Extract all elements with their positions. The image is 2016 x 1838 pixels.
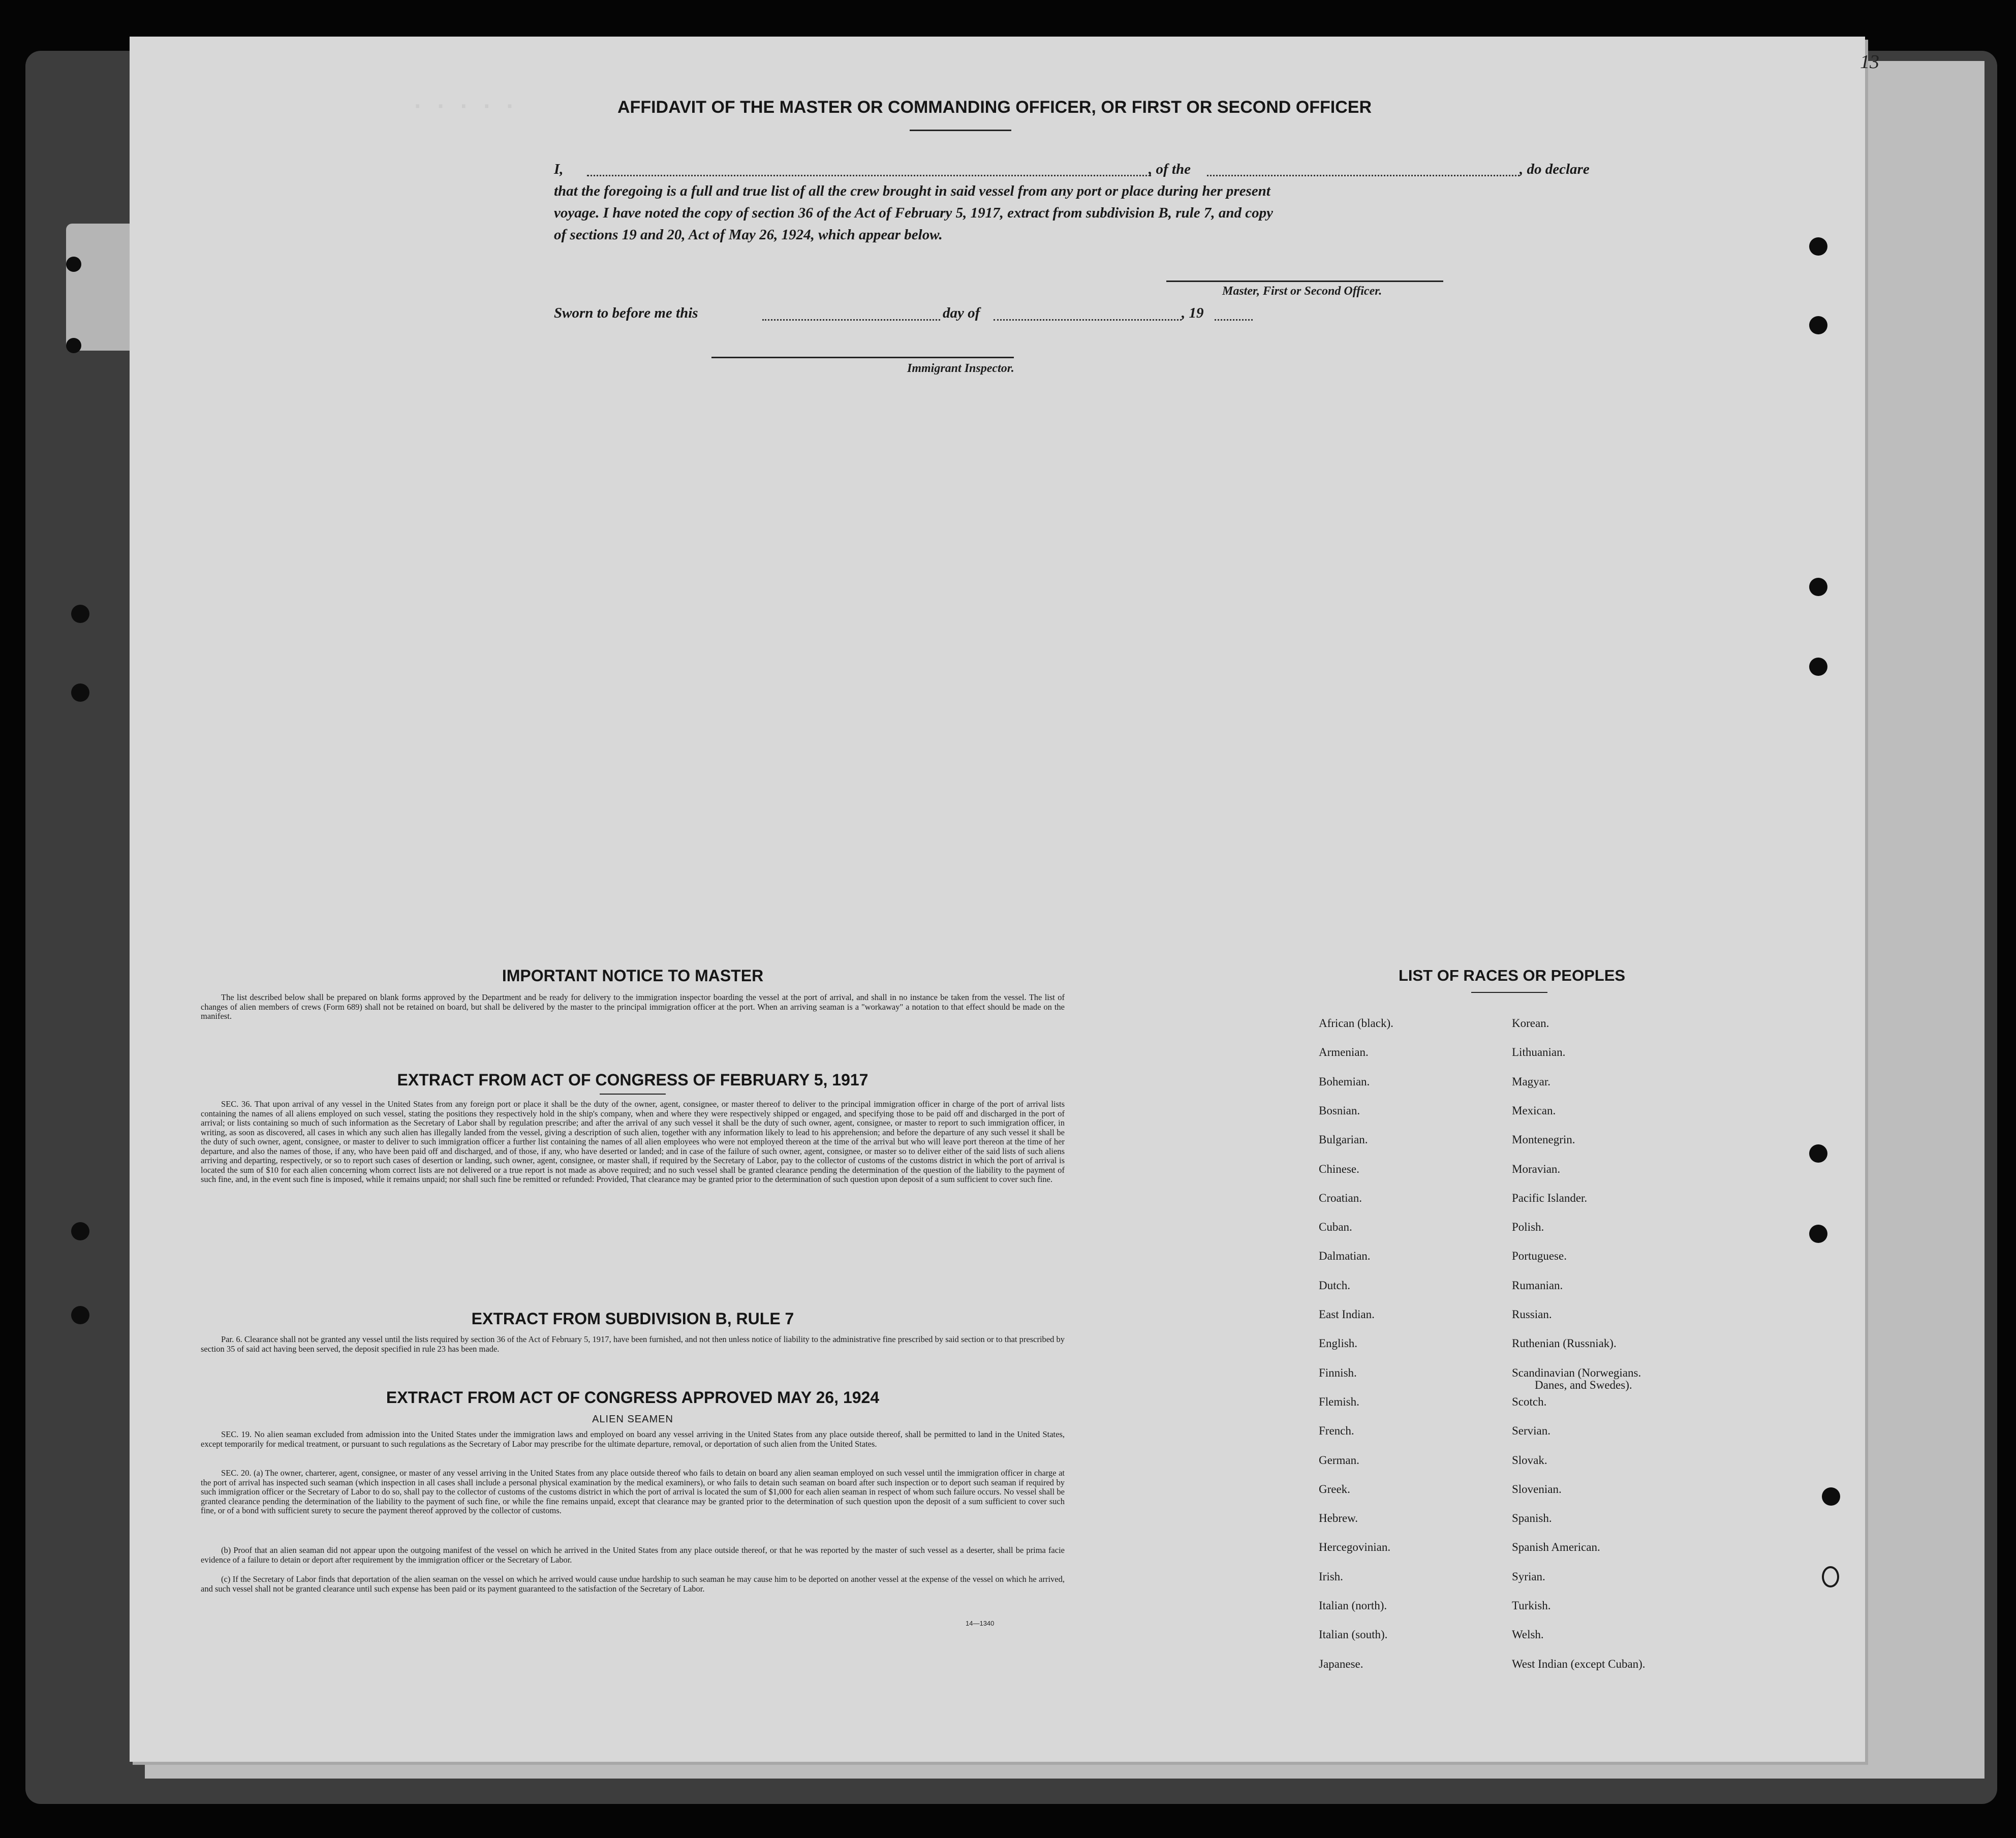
races-rule <box>1471 992 1547 993</box>
race-item: Italian (north). <box>1319 1599 1387 1612</box>
race-item: French. <box>1319 1424 1354 1438</box>
race-item: Croatian. <box>1319 1191 1362 1204</box>
affidavit-line-4: of sections 19 and 20, Act of May 26, 1924, which appear below. <box>554 227 943 243</box>
race-item: Slovak. <box>1512 1453 1547 1467</box>
race-item: Mexican. <box>1512 1104 1556 1117</box>
form-number: 14—1340 <box>966 1619 995 1627</box>
race-item: Dutch. <box>1319 1279 1350 1292</box>
race-item: African (black). <box>1319 1017 1393 1030</box>
affidavit-line-2: that the foregoing is a full and true list of all the crew brought in said vessel from any port or place during her present <box>554 183 1270 199</box>
punch-hole <box>1809 237 1827 256</box>
binder-hole <box>66 257 81 272</box>
binder-hole <box>71 683 89 702</box>
race-item: Scandinavian (Norwegians. <box>1512 1366 1641 1379</box>
punch-hole <box>1809 658 1827 676</box>
day-of-label: day of <box>943 305 980 321</box>
race-item: Spanish American. <box>1512 1541 1600 1554</box>
race-item: Russian. <box>1512 1308 1552 1321</box>
punch-hole <box>1822 1487 1840 1506</box>
race-item: German. <box>1319 1453 1359 1467</box>
race-item: Bulgarian. <box>1319 1133 1368 1146</box>
punch-hole <box>1809 1144 1827 1163</box>
race-item: Italian (south). <box>1319 1628 1388 1641</box>
binder-hole <box>71 605 89 623</box>
race-item: Rumanian. <box>1512 1279 1563 1292</box>
race-item: Flemish. <box>1319 1395 1359 1408</box>
year-label: , 19 <box>1182 305 1204 321</box>
race-item: Dalmatian. <box>1319 1250 1371 1263</box>
race-item: Korean. <box>1512 1017 1549 1030</box>
race-item: Moravian. <box>1512 1162 1561 1175</box>
notice-title: IMPORTANT NOTICE TO MASTER <box>502 967 764 985</box>
race-item: Finnish. <box>1319 1366 1357 1379</box>
sworn-month-blank[interactable] <box>994 319 1182 321</box>
race-item: Cuban. <box>1319 1221 1352 1234</box>
title-rule <box>910 130 1011 131</box>
race-item: Turkish. <box>1512 1599 1551 1612</box>
races-title: LIST OF RACES OR PEOPLES <box>1398 967 1626 984</box>
rule7-title: EXTRACT FROM SUBDIVISION B, RULE 7 <box>471 1310 794 1328</box>
punch-hole <box>1809 578 1827 596</box>
bleed-through-text: · · · · · <box>414 93 519 120</box>
race-item: Greek. <box>1319 1482 1350 1496</box>
race-item: Danes, and Swedes). <box>1535 1378 1632 1391</box>
race-item: Ruthenian (Russniak). <box>1512 1337 1617 1350</box>
inspector-label: Immigrant Inspector. <box>907 362 1014 375</box>
race-item: Syrian. <box>1512 1570 1545 1583</box>
inspector-signature-line[interactable] <box>711 357 1014 358</box>
extract-1917-title: EXTRACT FROM ACT OF CONGRESS OF FEBRUARY 5, 1917 <box>397 1071 869 1089</box>
race-item: Chinese. <box>1319 1162 1359 1175</box>
sec20a-body: SEC. 20. (a) The owner, charterer, agent, consignee, or master of any vessel arriving in the United States from any place outside thereof who fails to detain on board any alien seaman employed on such vessel until the immigration officer in charge at the port of arrival has inspected such seaman (which inspection in all cases shall include a personal physical examination by the medical examiners), or who fails to detain such seaman on board after such inspection or to deport such seaman if required by such immigration officer or the Secretary of Labor to do so, shall pay to the collector of customs of the customs district in which the port of arrival is located the sum of $1,000 for each alien seaman in respect of whom such failure occurs. No vessel shall be granted clearance pending the determination of the liability to the payment of such fine, or while the fine remains unpaid, except that clearance may be granted prior to the determination of such question upon the deposit of a sum sufficient to cover such fine, or of a bond with sufficient surety to secure the payment thereof approved by the collector of customs. <box>201 1468 1065 1515</box>
binder-hole <box>66 338 81 353</box>
punch-hole <box>1822 1566 1839 1587</box>
race-item: Magyar. <box>1512 1075 1551 1088</box>
race-item: Montenegrin. <box>1512 1133 1575 1146</box>
extract-1924-title: EXTRACT FROM ACT OF CONGRESS APPROVED MAY 26, 1924 <box>386 1388 880 1407</box>
race-item: Hercegovinian. <box>1319 1541 1391 1554</box>
punch-hole <box>1809 1225 1827 1243</box>
affidavit-line-3: voyage. I have noted the copy of section 36 of the Act of February 5, 1917, extract from subdivision B, rule 7, and copy <box>554 205 1273 221</box>
master-signature-line[interactable] <box>1166 281 1443 282</box>
notice-body: The list described below shall be prepared on blank forms approved by the Department and be ready for delivery to the immigration inspector boarding the vessel at the port of arrival, and shall in no instance be taken from the vessel. The list of changes of alien members of crews (Form 689) shall not be retained on board, but shall be delivered by the master to the principal immigration officer at the port. When an arriving seaman is a "workaway" a notation to that effect should be made on the manifest. <box>201 992 1065 1021</box>
master-label: Master, First or Second Officer. <box>1222 285 1382 298</box>
race-item: Portuguese. <box>1512 1250 1567 1263</box>
race-item: Armenian. <box>1319 1046 1369 1059</box>
race-item: Pacific Islander. <box>1512 1191 1588 1204</box>
extract-1917-rule <box>600 1094 666 1095</box>
document-page <box>130 37 1879 1762</box>
sec19-body: SEC. 19. No alien seaman excluded from admission into the United States under the immigration laws and employed on board any vessel arriving in the United States from any place outside thereof, shall be permitted to land in the United States, except temporarily for medical treatment, or pursuant to such regulations as the Secretary of Labor may prescribe for the ultimate departure, removal, or deportation of such alien from the United States. <box>201 1429 1065 1449</box>
name-blank[interactable] <box>587 175 1151 176</box>
race-item: Spanish. <box>1512 1512 1552 1525</box>
race-item: Japanese. <box>1319 1657 1363 1670</box>
vessel-blank[interactable] <box>1207 175 1519 176</box>
affidavit-title: AFFIDAVIT OF THE MASTER OR COMMANDING OFFICER, OR FIRST OR SECOND OFFICER <box>617 98 1372 117</box>
alien-seamen-subtitle: ALIEN SEAMEN <box>592 1414 673 1425</box>
binder-hole <box>71 1306 89 1324</box>
sworn-label: Sworn to before me this <box>554 305 698 321</box>
sworn-day-blank[interactable] <box>762 319 940 321</box>
race-item: Servian. <box>1512 1424 1551 1438</box>
race-item: West Indian (except Cuban). <box>1512 1657 1646 1670</box>
race-item: Scotch. <box>1512 1395 1547 1408</box>
sworn-year-blank[interactable] <box>1215 319 1253 321</box>
race-item: English. <box>1319 1337 1358 1350</box>
sec20b-body: (b) Proof that an alien seaman did not appear upon the outgoing manifest of the vessel on which he arrived in the United States from any place outside thereof, or that he was reported by the master of such vessel as a deserter, shall be prima facie evidence of a failure to detain or deport after requirement by the immigration officer or the Secretary of Labor. <box>201 1545 1065 1565</box>
race-item: Irish. <box>1319 1570 1343 1583</box>
page-mark: 13 <box>1860 51 1879 73</box>
race-item: East Indian. <box>1319 1308 1375 1321</box>
affidavit-section <box>130 37 1865 392</box>
do-declare-label: , do declare <box>1519 161 1590 177</box>
race-item: Bohemian. <box>1319 1075 1370 1088</box>
race-item: Lithuanian. <box>1512 1046 1566 1059</box>
race-item: Hebrew. <box>1319 1512 1358 1525</box>
race-item: Welsh. <box>1512 1628 1544 1641</box>
race-item: Bosnian. <box>1319 1104 1360 1117</box>
punch-hole <box>1809 316 1827 334</box>
of-the-label: , of the <box>1149 161 1191 177</box>
i-label: I, <box>554 161 564 177</box>
race-item: Slovenian. <box>1512 1482 1562 1496</box>
binder-hole <box>71 1222 89 1240</box>
race-item: Polish. <box>1512 1221 1544 1234</box>
extract-1917-body: SEC. 36. That upon arrival of any vessel in the United States from any foreign port or place it shall be the duty of the owner, agent, consignee, or master thereof to deliver to the principal immigration officer in charge of the port of arrival lists containing the names of all aliens employed on such vessel, stating the positions they respectively hold in the ship's company, when and where they were respectively shipped or engaged, and specifying those to be paid off and discharged in the port of arrival; or lists containing so much of such information as the Secretary of Labor shall by regulation prescribe; and after the arrival of any such vessel it shall be the duty of such owner, agent, consignee, or master to report to such immigration officer, in writing, as soon as discovered, all cases in which any such alien has illegally landed from the vessel, giving a description of such alien, together with any information likely to lead to his apprehension; and before the departure of any such vessel it shall be the duty of such owner, agent, consignee, or master to deliver to such immigration officer a further list containing the names of all alien employees who were not employed thereon at the time of the arrival but who will leave port thereon at the time of her departure, and also the names of those, if any, who have been paid off and discharged, and of those, if any, who have deserted or landed; and in case of the failure of such owner, agent, consignee, or master so to deliver either of the said lists of such aliens arriving and departing, respectively, or so to report such cases of desertion or landing, such owner, agent, consignee, or master shall, if required by the Secretary of Labor, pay to the collector of customs of the customs district in which the port of arrival is located the sum of $10 for each alien concerning whom correct lists are not delivered or a true report is not made as above required; and no such vessel shall be granted clearance pending the determination of the question of the liability to the payment of such fine, and, in the event such fine is imposed, while it remains unpaid; nor shall such fine be remitted or refunded: Provided, That clearance may be granted prior to the determination of such question upon deposit of a sum sufficient to cover such fine. <box>201 1099 1065 1184</box>
sec20c-body: (c) If the Secretary of Labor finds that deportation of the alien seaman on the vessel on which he arrived would cause undue hardship to such seaman he may cause him to be deported on another vessel at the expense of the vessel on which he arrived, and such vessel shall not be granted clearance until such expense has been paid or its payment guaranteed to the satisfaction of the Secretary of Labor. <box>201 1574 1065 1594</box>
rule7-body: Par. 6. Clearance shall not be granted any vessel until the lists required by section 36 of the Act of February 5, 1917, have been furnished, and not then unless notice of liability to the administrative fine prescribed by said section or to that prescribed by section 35 of said act having been served, the deposit specified in rule 23 has been made. <box>201 1334 1065 1354</box>
